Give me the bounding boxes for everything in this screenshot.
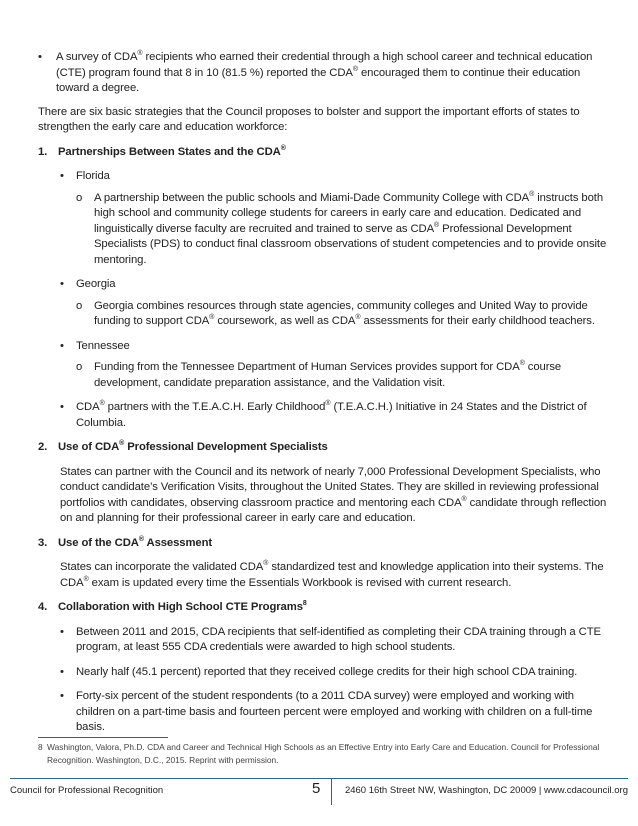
teach-item: • CDA® partners with the T.E.A.C.H. Early Childhood® (T.E.A.C.H.) Initiative in 24 States and the District of Columbia. (60, 400, 587, 429)
bullet-marker: • (60, 625, 64, 638)
bullet-marker: • (60, 339, 64, 352)
georgia-label: Georgia (76, 278, 116, 290)
bullet-marker: • (60, 401, 64, 413)
footer-divider (10, 778, 628, 779)
bullet-marker: • (60, 170, 64, 182)
footnote-number: 8 (38, 742, 43, 752)
footnote-divider (38, 737, 168, 738)
section-4-heading: 4. Collaboration with High School CTE Programs$^8$ (38, 600, 307, 613)
page-content (38, 50, 608, 736)
footnote (38, 741, 608, 767)
footnote-text: Washington, Valora, Ph.D. CDA and Career and Technical High Schools as an Effective Entry into Early Care and Education. Council for Professional Recognition. Washington, D.C., 2015. Reprint with permission. (47, 742, 600, 765)
footnote-ref: 8 (302, 600, 307, 608)
section-1-heading: 1. Partnerships Between States and the CDA® (38, 144, 286, 158)
intro-bullet (38, 50, 608, 97)
list-item: • Between 2011 and 2015, CDA recipients that self-identified as completing their CDA training through a CTE program, at least 555 CDA credentials were awarded to high school students. (60, 625, 601, 653)
footer-address: 2460 16th Street NW, Washington, DC 20009 | www.cdacouncil.org (344, 785, 628, 796)
list-item: • Forty-six percent of the student respondents (to a 2011 CDA survey) were employed and working with children on a part-time basis and fourteen percent were employed and working with children on a full-time basis. (60, 690, 593, 733)
section-3-body: States can incorporate the validated CDA® standardized test and knowledge application into their systems. The CDA® exam is updated every time the Essentials Workbook is revised with current research. (60, 560, 604, 589)
sub-marker: o (76, 299, 83, 312)
florida-label: Florida (76, 170, 110, 182)
georgia-detail: o Georgia combines resources through state agencies, community colleges and United Way to provide funding to support CDA® coursework, as well as CDA® assessments for their early childhood teachers. (76, 299, 595, 327)
footer-separator (331, 779, 332, 805)
tennessee-detail: o Funding from the Tennessee Department of Human Services provides support for CDA® course development, candidate preparation assistance, and the Validation visit. (76, 360, 562, 389)
sub-marker: o (76, 361, 83, 373)
intro-paragraph: There are six basic strategies that the Council proposes to bolster and support the important efforts of states to strengthen the early care and education workforce: (38, 105, 580, 133)
florida-item (38, 169, 608, 185)
bullet-marker: • (60, 665, 64, 678)
section-2-body: States can partner with the Council and its network of nearly 7,000 Professional Development Specialists, who conduct candidate’s Verification Visits, throughout the United States. They are skilled in reviewing professional portfolios with candidates, observing classroom practice and mentoring each CDA® candidate through reflection on and planning for their professional career in early care and education. (60, 465, 607, 524)
florida-detail: o A partnership between the public schools and Miami-Dade Community College with CDA® instructs both high school and community college students for careers in early care and education. Dedicated and linguistically diverse faculty are recruited and trained to serve as CDA® Professional Development Specialists (PDS) to conduct final classroom observations of student competencies and to provide onsite mentoring. (76, 190, 607, 266)
bullet-marker: • (60, 278, 64, 290)
sub-marker: o (76, 191, 83, 204)
footer-organization: Council for Professional Recognition (10, 785, 164, 796)
georgia-item (38, 277, 608, 293)
page-number: 5 (312, 780, 321, 797)
tennessee-item (38, 339, 608, 355)
section-2-heading: 2. Use of CDA® Professional Development Specialists (38, 440, 328, 453)
list-item: • Nearly half (45.1 percent) reported that they received college credits for their high school CDA training. (38, 665, 608, 681)
bullet-marker: • (60, 690, 64, 702)
tennessee-label: Tennessee (76, 339, 130, 352)
section-3-heading: 3. Use of the CDA® Assessment (38, 535, 213, 549)
intro-bullet-text: A survey of CDA® recipients who earned their credential through a high school career and technical education (CTE) program found that 8 in 10 (81.5 %) reported the CDA® encouraged them to continue their education toward a degree. (56, 50, 593, 94)
bullet-marker: • (38, 51, 42, 63)
